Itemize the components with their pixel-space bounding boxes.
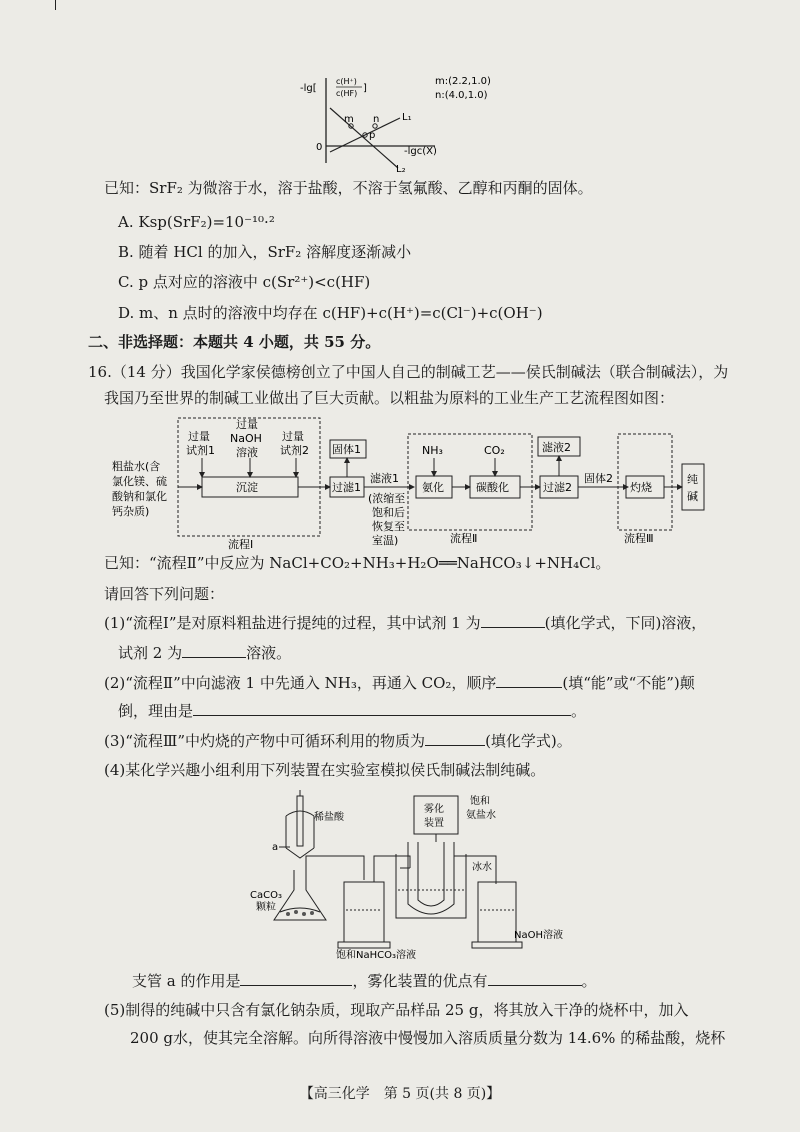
u-tube-icon bbox=[408, 842, 454, 914]
graph-ylabel-den: c(HF) bbox=[336, 89, 358, 98]
known-srf2: 已知：SrF₂ 为微溶于水，溶于盐酸，不溶于氢氟酸、乙醇和丙酮的固体。 bbox=[104, 179, 593, 197]
q1-line2 bbox=[118, 642, 291, 663]
flow-solid1: 固体1 bbox=[332, 443, 361, 456]
q3-blank-recyclable[interactable] bbox=[425, 730, 485, 746]
graph-ylabel-prefix: -lg[ bbox=[300, 83, 317, 94]
flow-filtrate1-b: (浓缩至 bbox=[368, 492, 406, 505]
q2-text-b: (填“能”或“不能”)颠 bbox=[562, 674, 695, 692]
option-d: D. m、n 点时的溶液中均存在 c(HF)+c(H⁺)=c(Cl⁻)+c(OH⁻) bbox=[118, 304, 543, 322]
flow-filtrate1-c: 饱和后 bbox=[372, 506, 405, 519]
label-caco3-1: CaCO₃ bbox=[250, 890, 282, 901]
q2-blank-order[interactable] bbox=[496, 672, 562, 688]
flow-proc1-label: 流程Ⅰ bbox=[228, 538, 254, 551]
q4-blank-atomizer[interactable] bbox=[488, 970, 582, 986]
margin-mark bbox=[55, 0, 56, 10]
flow-r2-a: 过量 bbox=[236, 418, 258, 431]
label-caco3-2: 颗粒 bbox=[256, 902, 276, 913]
wash-bottle-icon bbox=[344, 882, 384, 942]
q2-text-d: 。 bbox=[571, 702, 587, 720]
q3-line bbox=[104, 730, 572, 751]
apparatus-figure bbox=[246, 786, 596, 962]
label-ice: 冰水 bbox=[472, 862, 492, 873]
flow-r2-c: 溶液 bbox=[236, 446, 258, 459]
flow-r3-a: 过量 bbox=[282, 430, 304, 443]
q4-text-b: ，雾化装置的优点有 bbox=[352, 972, 488, 990]
flow-nh3: NH₃ bbox=[422, 444, 443, 457]
flow-r1-a: 过量 bbox=[188, 430, 210, 443]
q2-line2 bbox=[118, 700, 586, 721]
flow-precip: 沉淀 bbox=[236, 481, 258, 494]
flow-filtrate1-d: 恢复至 bbox=[372, 520, 405, 533]
known-reaction: 已知：“流程Ⅱ”中反应为 NaCl+CO₂+NH₃+H₂O══NaHCO₃↓+NH₄Cl。 bbox=[104, 554, 611, 572]
flow-filter2: 过滤2 bbox=[543, 481, 572, 494]
q2-text-a: (2)“流程Ⅱ”中向滤液 1 中先通入 NH₃，再通入 CO₂，顺序 bbox=[104, 674, 497, 692]
q2-blank-reason[interactable] bbox=[193, 700, 571, 716]
q4-answer-line bbox=[132, 970, 597, 991]
ice-bath-beaker-icon bbox=[396, 854, 466, 918]
q1-text-d: 溶液。 bbox=[246, 644, 292, 662]
option-c: C. p 点对应的溶液中 c(Sr²⁺)<c(HF) bbox=[118, 273, 371, 291]
flow-r3-b: 试剂2 bbox=[280, 444, 309, 457]
graph-p-label: p bbox=[369, 130, 376, 141]
flow-solid2: 固体2 bbox=[584, 472, 613, 485]
q2-line1 bbox=[104, 672, 695, 693]
graph-point-m-coord: m:(2.2,1.0) bbox=[435, 76, 491, 87]
line-L1 bbox=[330, 118, 400, 152]
flow-filtrate1-a: 滤液1 bbox=[370, 472, 399, 485]
q5-line1: (5)制得的纯碱中只含有氯化钠杂质，现取产品样品 25 g，将其放入干净的烧杯中，加入 bbox=[104, 1001, 689, 1019]
q1-blank-reagent1[interactable] bbox=[481, 612, 545, 628]
q1-blank-reagent2[interactable] bbox=[182, 642, 246, 658]
option-b: B. 随着 HCl 的加入，SrF₂ 溶解度逐渐减小 bbox=[118, 243, 412, 261]
graph-n-label: n bbox=[373, 114, 380, 125]
flow-feed-4: 钙杂质) bbox=[112, 505, 150, 518]
q4-text-c: 。 bbox=[581, 972, 597, 990]
flow-r2-b: NaOH bbox=[230, 432, 262, 445]
q1-text-c: 试剂 2 为 bbox=[118, 644, 183, 662]
q1-text-b: (填化学式，下同)溶液， bbox=[544, 614, 707, 632]
option-a: A. Ksp(SrF₂)=10⁻¹⁰·² bbox=[118, 213, 275, 231]
graph-L1-label: L₁ bbox=[402, 112, 412, 123]
flow-co2: CO₂ bbox=[484, 444, 505, 457]
q16-line1: 16.（14 分）我国化学家侯德榜创立了中国人自己的制碱工艺——侯氏制碱法（联合制碱法），为 bbox=[88, 363, 729, 381]
flow-feed-2: 氯化镁、硫 bbox=[112, 475, 167, 488]
flow-calc: 灼烧 bbox=[630, 481, 652, 494]
flow-carbon: 碳酸化 bbox=[476, 481, 509, 494]
flow-filtrate2: 滤液2 bbox=[542, 441, 571, 454]
flow-feed-3: 酸钠和氯化 bbox=[112, 490, 167, 503]
label-brine-1: 饱和 bbox=[470, 796, 490, 807]
flow-product-2: 碱 bbox=[687, 490, 698, 503]
flowchart bbox=[110, 412, 710, 554]
q4-line: (4)某化学兴趣小组利用下列装置在实验室模拟侯氏制碱法制纯碱。 bbox=[104, 761, 546, 779]
q2-text-c: 倒，理由是 bbox=[118, 702, 194, 720]
page-footer: 【高三化学 第 5 页(共 8 页)】 bbox=[299, 1086, 501, 1102]
label-a: a bbox=[272, 842, 279, 853]
q4-text-a: 支管 a 的作用是 bbox=[132, 972, 241, 990]
label-hcl: 稀盐酸 bbox=[314, 812, 344, 823]
graph-xlabel: -lgc(X) bbox=[404, 146, 437, 157]
label-nahco3: 饱和NaHCO₃溶液 bbox=[336, 950, 416, 961]
q4-blank-branch-a[interactable] bbox=[240, 970, 352, 986]
label-naoh: NaOH溶液 bbox=[514, 930, 563, 941]
q5-line2: 200 g水，使其完全溶解。向所得溶液中慢慢加入溶质质量分数为 14.6% 的稀盐酸，烧杯 bbox=[130, 1029, 726, 1047]
flow-filtrate1-e: 室温) bbox=[372, 534, 399, 547]
q1-line1 bbox=[104, 612, 706, 633]
section-2-heading: 二、非选择题：本题共 4 小题，共 55 分。 bbox=[88, 333, 381, 351]
graph-ylabel-suffix: ] bbox=[363, 83, 367, 94]
label-brine-2: 氨盐水 bbox=[466, 810, 496, 821]
flow-ammon: 氨化 bbox=[422, 481, 444, 494]
graph-point-n-coord: n:(4.0,1.0) bbox=[435, 90, 488, 101]
flow-r1-b: 试剂1 bbox=[186, 444, 215, 457]
graph-origin: 0 bbox=[316, 142, 323, 153]
instructions: 请回答下列问题： bbox=[104, 585, 225, 603]
graph-L2-label: L₂ bbox=[396, 164, 406, 175]
q1-text-a: (1)“流程Ⅰ”是对原料粗盐进行提纯的过程，其中试剂 1 为 bbox=[104, 614, 481, 632]
label-atom-2: 装置 bbox=[424, 818, 444, 829]
q3-text-b: (填化学式)。 bbox=[485, 732, 572, 750]
product-box bbox=[682, 464, 704, 510]
q16-line2: 我国乃至世界的制碱工业做出了巨大贡献。以粗盐为原料的工业生产工艺流程图如图： bbox=[104, 389, 675, 407]
naoh-bottle-icon bbox=[478, 882, 516, 942]
flow-feed-1: 粗盐水(含 bbox=[112, 460, 161, 473]
flow-proc3-label: 流程Ⅲ bbox=[624, 532, 654, 545]
flow-filter1: 过滤1 bbox=[332, 481, 361, 494]
graph-m-label: m bbox=[344, 114, 354, 125]
flow-proc2-label: 流程Ⅱ bbox=[450, 532, 478, 545]
graph-figure bbox=[300, 68, 520, 180]
dropping-funnel-icon bbox=[297, 796, 303, 846]
flow-product-1: 纯 bbox=[687, 473, 698, 486]
graph-ylabel-num: c(H⁺) bbox=[336, 77, 357, 86]
line-L2 bbox=[330, 108, 398, 168]
label-atom-1: 雾化 bbox=[424, 804, 444, 815]
q3-text-a: (3)“流程Ⅲ”中灼烧的产物中可循环利用的物质为 bbox=[104, 732, 426, 750]
